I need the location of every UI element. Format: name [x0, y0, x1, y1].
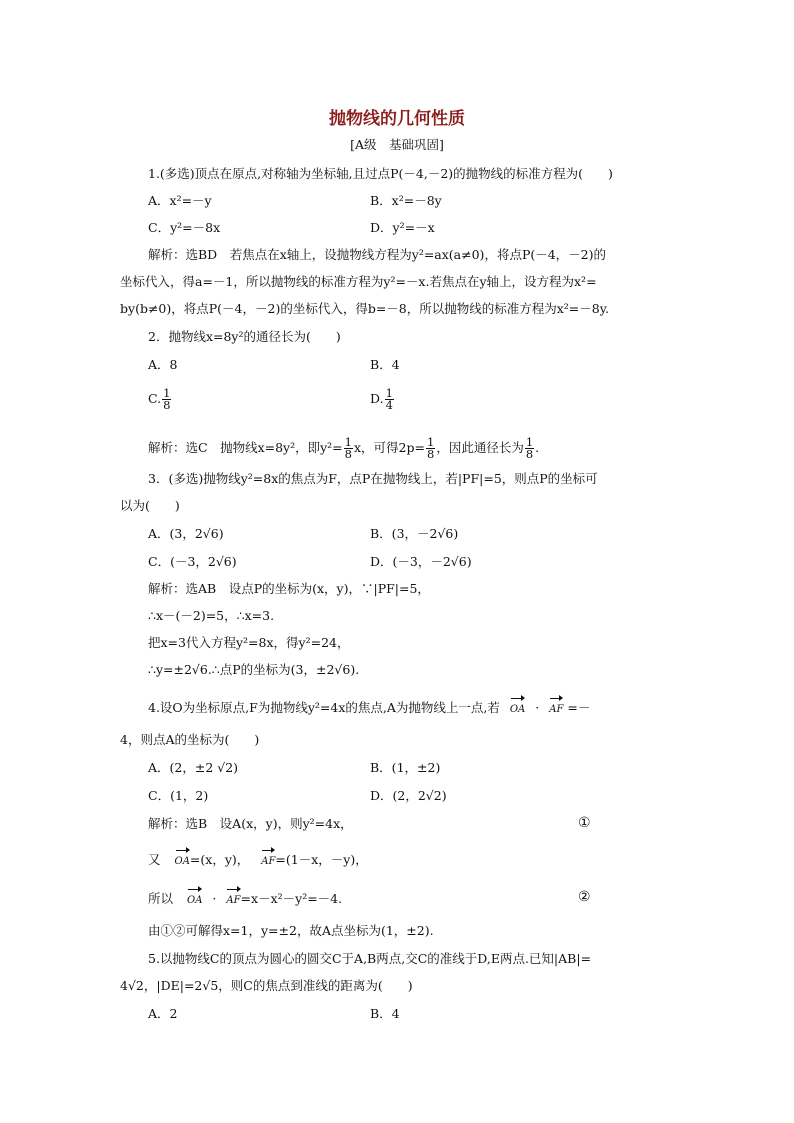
q4-solution-suoyi: 所以 — [148, 891, 174, 906]
fraction-numerator: 1 — [344, 435, 352, 449]
vector-oa: OA — [175, 849, 190, 871]
q3-option-b: B．(3，－2√6) — [370, 526, 459, 541]
q2-solution — [148, 437, 539, 460]
vector-af: AF — [261, 849, 275, 871]
q2-option-c-label: C. — [148, 391, 162, 406]
q4-solution-line4: 由①②可解得x=1，y=±2，故A点坐标为(1，±2). — [148, 923, 434, 938]
vector-oa: OA — [187, 888, 202, 910]
q3-option-a: A．(3，2√6) — [148, 526, 224, 541]
vector-af: AF — [549, 697, 563, 719]
q2-option-d — [370, 388, 395, 411]
q2-option-d-fraction — [385, 388, 394, 411]
q2-option-c — [148, 388, 172, 411]
vector-oa: OA — [510, 697, 525, 719]
fraction-denominator: 8 — [344, 447, 352, 461]
q2-solution-text-c: ，因此通径长为 — [436, 440, 524, 455]
q1-stem: 1.(多选)顶点在原点,对称轴为坐标轴,且过点P(－4,－2)的抛物线的标准方程为( ) — [148, 166, 613, 181]
q2-solution-fraction-1 — [344, 437, 353, 460]
fraction-numerator: 1 — [163, 386, 171, 400]
q4-solution-oa-value: =(x，y)， — [189, 852, 250, 867]
q3-stem-line1: 3．(多选)抛物线y²=8x的焦点为F，点P在抛物线上，若|PF|=5，则点P的坐标可 — [148, 471, 598, 486]
dot-operator: · — [212, 891, 217, 906]
q4-option-d: D．(2，2√2) — [370, 788, 447, 803]
fraction-denominator: 8 — [525, 447, 534, 461]
q4-solution-af-value: =(1－x，－y)， — [275, 852, 368, 867]
q4-solution-line1: 解析：选B 设A(x，y)，则y²=4x， — [148, 816, 353, 831]
q3-solution-line3: 把x=3代入方程y²=8x，得y²=24， — [148, 635, 350, 650]
q4-stem-text-b: =－ — [567, 700, 591, 715]
section-heading: [A级 基础巩固] — [350, 137, 444, 152]
q4-solution-product-value: =x－x²－y²=－4. — [240, 891, 343, 906]
q1-option-c: C．y²=－8x — [148, 220, 221, 235]
q2-solution-fraction-3 — [525, 437, 534, 460]
vector-af: AF — [226, 888, 240, 910]
q2-option-d-label: D. — [370, 391, 384, 406]
fraction-numerator: 1 — [525, 435, 534, 449]
dot-operator: · — [535, 700, 540, 715]
q1-option-a: A．x²=－y — [148, 193, 212, 208]
fraction-denominator: 4 — [385, 398, 393, 412]
q2-solution-text-d: . — [535, 440, 540, 455]
q1-option-b: B．x²=－8y — [370, 193, 442, 208]
q4-option-c: C．(1，2) — [148, 788, 209, 803]
q1-solution-line1: 解析：选BD 若焦点在x轴上，设抛物线方程为y²=ax(a≠0)，将点P(－4，－2)的 — [148, 247, 607, 262]
q3-option-c: C．(－3，2√6) — [148, 554, 237, 569]
q4-option-b: B．(1，±2) — [370, 760, 441, 775]
equation-marker-2: ② — [578, 889, 591, 905]
q1-solution-line3: by(b≠0)，将点P(－4，－2)的坐标代入，得b=－8，所以抛物线的标准方程为x²=－8y. — [120, 301, 610, 316]
q3-option-d: D．(－3，－2√6) — [370, 554, 472, 569]
q3-solution-line1: 解析：选AB 设点P的坐标为(x，y)，∵|PF|=5， — [148, 581, 430, 596]
q4-solution-line3 — [148, 888, 342, 910]
q4-stem-line2: 4，则点A的坐标为( ) — [120, 732, 260, 747]
q5-option-b: B．4 — [370, 1006, 400, 1021]
q2-option-b: B．4 — [370, 357, 400, 372]
q4-option-a: A．(2，±2 √2) — [148, 760, 239, 775]
page-title: 抛物线的几何性质 — [329, 109, 465, 129]
q3-solution-line4: ∴y=±2√6.∴点P的坐标为(3，±2√6). — [148, 662, 360, 677]
equation-marker-1: ① — [578, 815, 591, 831]
q4-solution-you: 又 — [148, 852, 161, 867]
q2-option-c-fraction — [162, 388, 171, 411]
q5-stem-line1: 5.以抛物线C的顶点为圆心的圆交C于A,B两点,交C的准线于D,E两点.已知|AB|= — [148, 951, 592, 966]
q2-option-a: A．8 — [148, 357, 178, 372]
q3-solution-line2: ∴x－(－2)=5，∴x=3. — [148, 608, 275, 623]
q1-option-d: D．y²=－x — [370, 220, 435, 235]
q2-stem: 2．抛物线x=8y²的通径长为( ) — [148, 329, 341, 344]
q2-solution-fraction-2 — [426, 437, 435, 460]
fraction-numerator: 1 — [385, 386, 393, 400]
q5-stem-line2: 4√2，|DE|=2√5，则C的焦点到准线的距离为( ) — [120, 978, 413, 993]
fraction-denominator: 8 — [426, 447, 435, 461]
fraction-numerator: 1 — [426, 435, 435, 449]
q2-solution-text-b: x，可得2p= — [354, 440, 425, 455]
q2-solution-text-a: 解析：选C 抛物线x=8y²，即y²= — [148, 440, 343, 455]
q5-option-a: A．2 — [148, 1006, 178, 1021]
q3-stem-line2: 以为( ) — [120, 498, 180, 513]
q4-solution-line2 — [148, 849, 368, 871]
q1-solution-line2: 坐标代入，得a=－1，所以抛物线的标准方程为y²=－x.若焦点在y轴上，设方程为x²= — [120, 274, 597, 289]
fraction-denominator: 8 — [163, 398, 171, 412]
q4-stem-text-a: 4.设O为坐标原点,F为抛物线y²=4x的焦点,A为抛物线上一点,若 — [148, 700, 500, 715]
q4-stem-line1 — [148, 697, 590, 719]
